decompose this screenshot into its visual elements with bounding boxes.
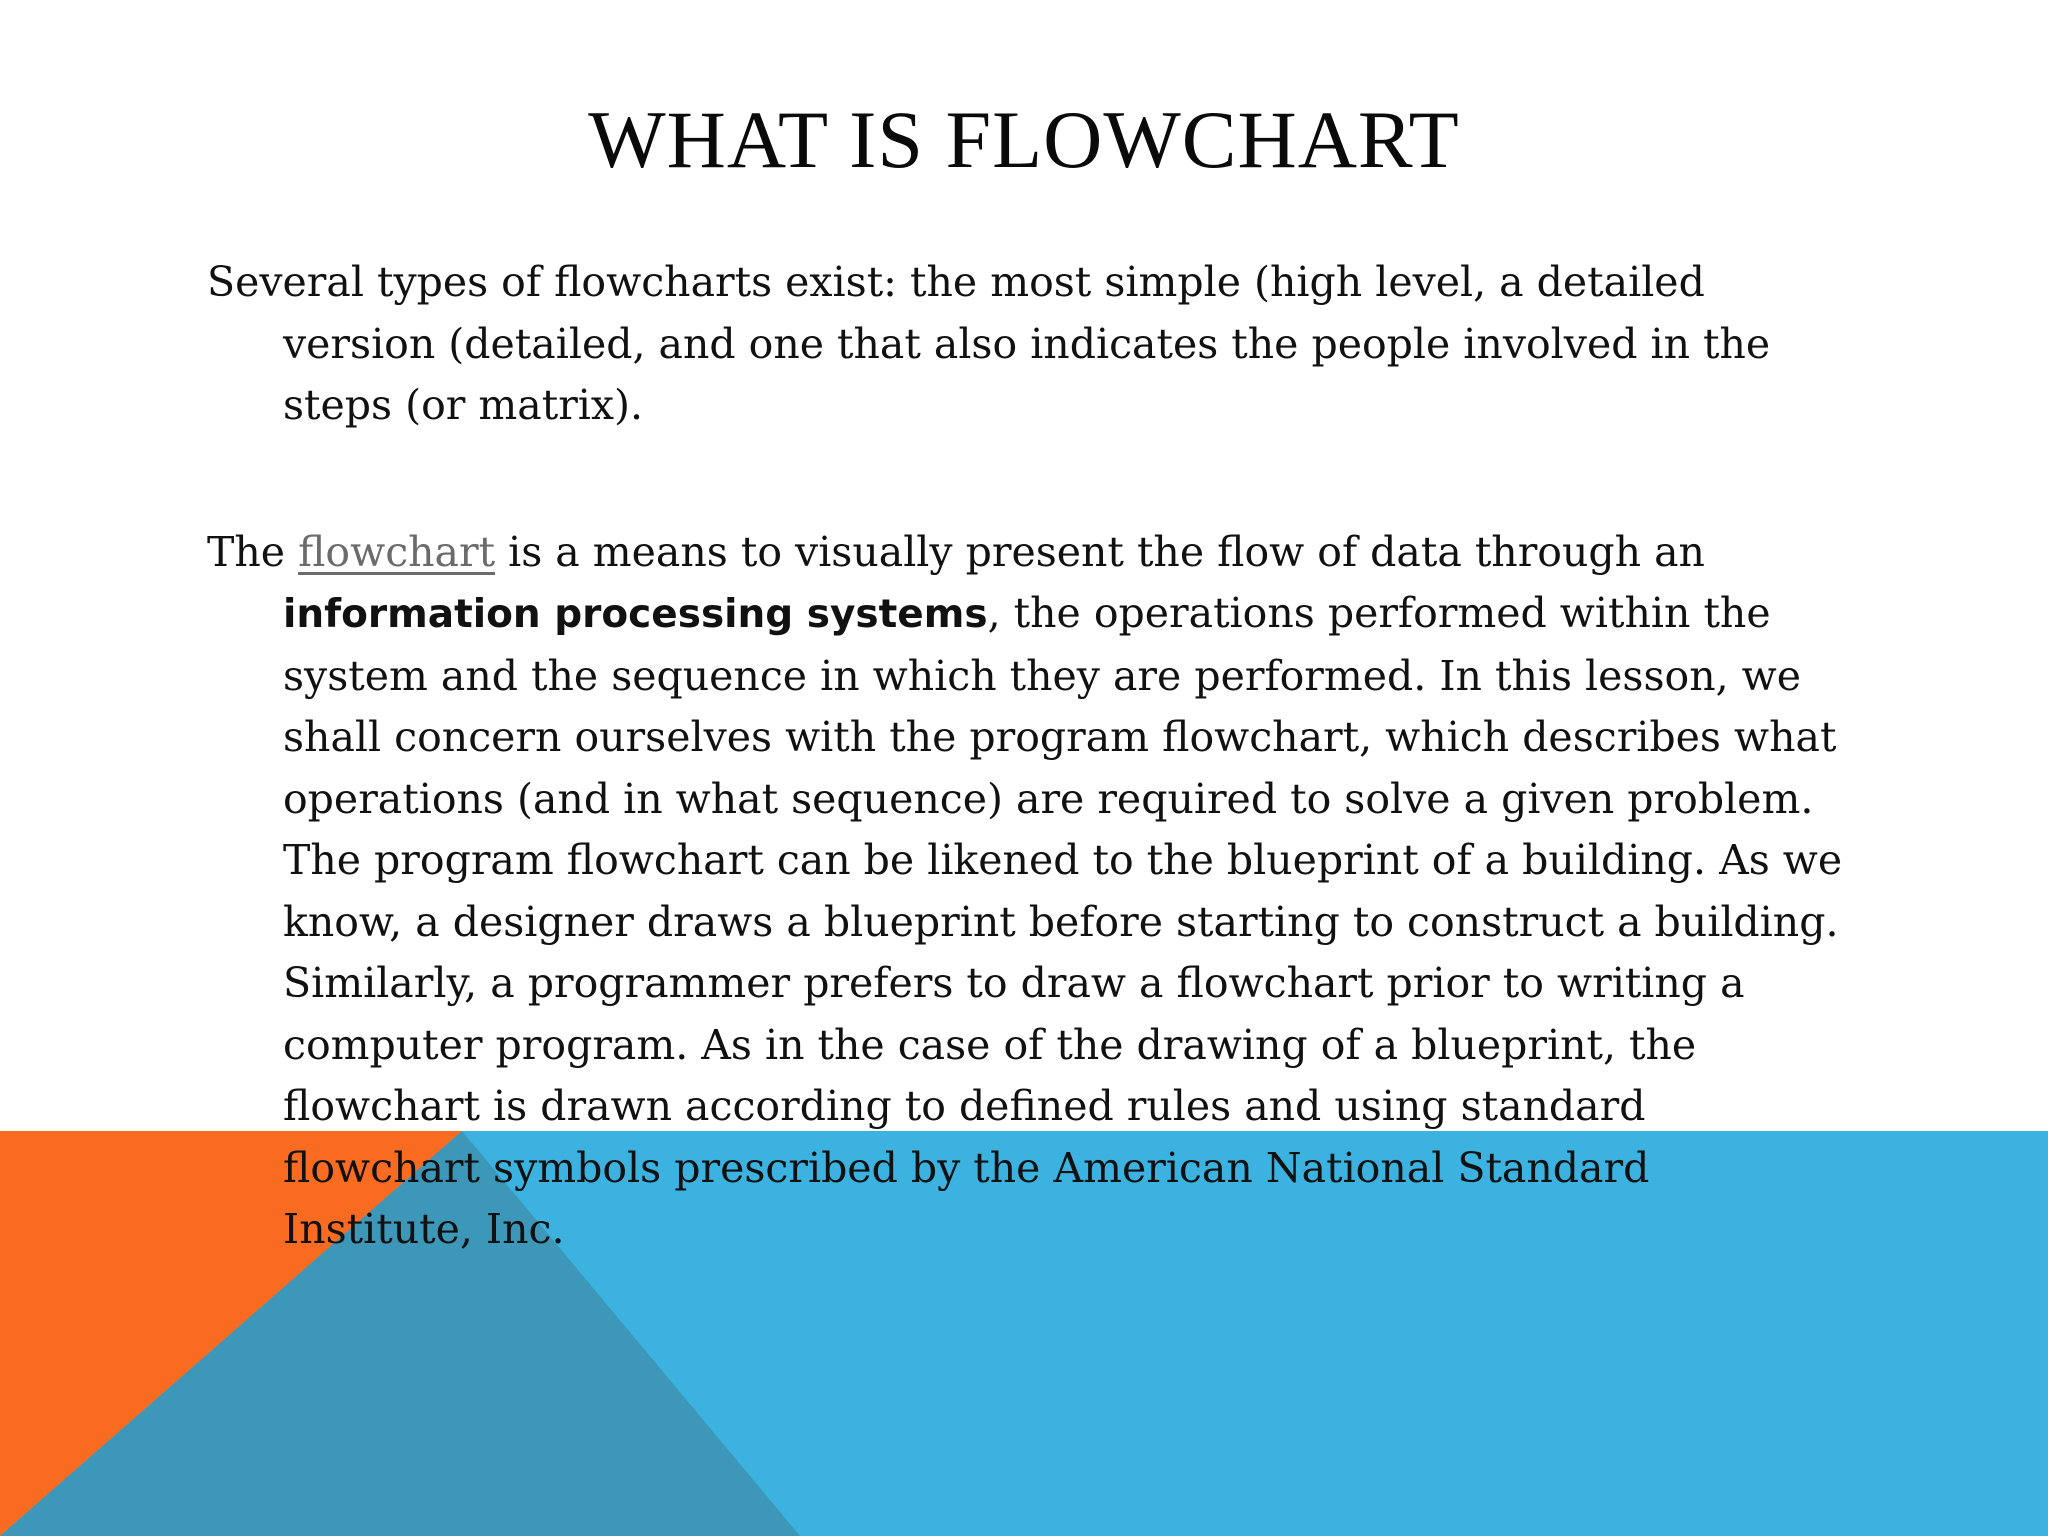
flowchart-link[interactable]: flowchart [298, 527, 496, 576]
paragraph-text-b: , the operations performed within the system and the sequence in which they are performed. In this lesson, we shall concern ourselves with the program flowchart, which describes what operations (and in what sequence) are required to solve a given problem. The program flowchart can be likened to the blueprint of a building. As we know, a designer draws a blueprint before starting to construct a building. Similarly, a programmer prefers to draw a flowchart prior to writing a computer program. As in the case of the drawing of a blueprint, the flowchart is drawn according to defined rules and using standard flowchart symbols prescribed by the American National Standard Institute, Inc. [283, 589, 1843, 1253]
paragraph-flowchart-definition [207, 522, 1847, 1261]
paragraph-lead: The [207, 527, 299, 576]
slide-body [207, 252, 1847, 1261]
bold-term-information-processing-systems: information processing systems [283, 592, 988, 637]
slide-title: WHAT IS FLOWCHART [588, 94, 1460, 185]
paragraph-flowchart-types: Several types of flowcharts exist: the most simple (high level, a detailed version (detailed, and one that also indicates the people involved in the steps (or matrix). [207, 258, 1771, 429]
paragraph-text-a: is a means to visually present the flow of data through an [495, 527, 1705, 576]
